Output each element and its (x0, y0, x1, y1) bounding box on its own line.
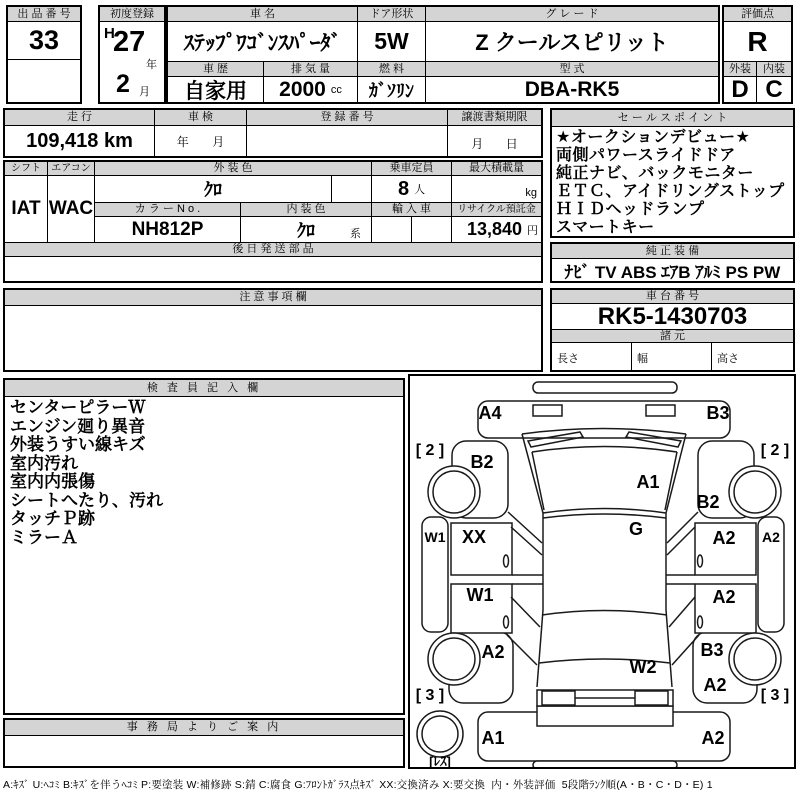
history-label: 車 歴 (168, 62, 264, 77)
interior-color-value (241, 217, 372, 242)
later-parts-label: 後 日 発 送 部 品 (5, 242, 541, 257)
fuel-value: ｶﾞｿﾘﾝ (358, 77, 426, 102)
payload-value: kg (452, 176, 541, 203)
grade-value: Z クールスピリット (426, 22, 718, 62)
displacement-label: 排 気 量 (264, 62, 358, 77)
first-registration-label: 初度登録 (100, 7, 164, 22)
registration-number-label: 登 録 番 号 (247, 110, 448, 126)
transfer-deadline-value (448, 126, 541, 156)
plate-left (542, 691, 575, 705)
exterior-color-value: ｸﾛ (95, 176, 332, 203)
rear-lower-strip (533, 761, 677, 767)
auction-number-value: 33 (8, 22, 80, 60)
exterior-label: 外装 (724, 62, 757, 77)
specs-title: 諸 元 (552, 330, 793, 343)
exterior-color-label: 外 装 色 (95, 162, 372, 176)
interior-grade-value: C (765, 75, 783, 103)
glass-top (532, 447, 677, 453)
interior-color-label: 内 装 色 (241, 203, 372, 217)
later-parts-content (5, 257, 541, 281)
recycle-unit: 円 (527, 224, 538, 237)
grade-label: グ レ ー ド (426, 7, 718, 22)
damage-code-label: A2 (762, 529, 780, 545)
spec-height-label: 高さ (717, 353, 739, 365)
interior-label: 内装 (757, 62, 791, 77)
recycle-fee: 13,840 (466, 219, 522, 239)
registration-number-value (247, 126, 448, 156)
inspector-title: 検 査 員 記 入 欄 (5, 380, 403, 397)
sales-points-box (550, 108, 795, 238)
damage-code-label: G (628, 519, 644, 539)
score-value: R (724, 22, 791, 62)
damage-code-label: A4 (478, 403, 502, 423)
door-shape-label: ドア形状 (358, 7, 426, 22)
inspector-box (3, 378, 405, 715)
recycle-value (452, 217, 541, 242)
damage-code-label: [ 2 ] (415, 442, 445, 459)
first-registration-era: H (104, 25, 115, 42)
damage-code-label: [ 2 ] (760, 442, 790, 459)
transfer-day-suffix: 日 (505, 137, 518, 151)
model-label: 型 式 (426, 62, 718, 77)
mileage-value: 109,418 km (5, 126, 155, 156)
first-registration-box (98, 5, 166, 104)
inspector-note: ミラーＡ (10, 527, 78, 547)
office-title: 事 務 局 よ り ご 案 内 (5, 720, 403, 736)
windshield-bottom (543, 509, 666, 514)
front-bumper-hood (478, 401, 730, 438)
car-name-grade-box (166, 5, 720, 104)
sales-point: 純正ナビ、バックモニター (556, 165, 754, 182)
door-handle (504, 555, 509, 567)
inspector-note: 室内内張傷 (10, 472, 95, 491)
hatch-left (537, 610, 543, 687)
sales-point: ★オークションデビュー★ (556, 129, 751, 146)
model-value: DBA-RK5 (524, 77, 620, 101)
front-upper-strip (533, 382, 677, 393)
shift-value: IAT (5, 176, 48, 242)
door-handle (698, 616, 703, 628)
inspector-note: 室内汚れ (10, 453, 78, 473)
interior-color-suffix: 系 (350, 228, 361, 240)
inspector-notes (5, 399, 403, 711)
damage-code-label: A2 (481, 642, 505, 662)
first-registration-month-suffix: 月 (139, 86, 150, 98)
front-detail-right (646, 405, 675, 416)
front-right-wheel-inner (734, 471, 776, 513)
car-outline (417, 382, 784, 767)
damage-code-label: [ﾚｽ] (429, 754, 451, 767)
damage-code-label: W1 (424, 529, 446, 545)
damage-code-label: A2 (701, 728, 725, 748)
front-detail-left (533, 405, 562, 416)
chassis-title: 車 台 番 号 (552, 290, 793, 304)
sales-point: ＥＴＣ、アイドリングストップ (556, 183, 785, 200)
damage-code-label: A2 (712, 587, 736, 607)
displacement-unit: cc (330, 83, 342, 96)
equipment-box (550, 242, 795, 283)
auction-number-label: 出 品 番 号 (8, 7, 80, 22)
sales-point: 両側パワースライドドア (556, 147, 736, 164)
hatch-right (666, 610, 672, 687)
chassis-box (550, 288, 795, 372)
damage-code-label: B3 (700, 640, 724, 660)
shaken-year-suffix: 年 (176, 134, 189, 149)
rear-right-wheel-inner (734, 638, 776, 680)
first-registration-year-suffix: 年 (146, 59, 157, 71)
damage-code-label: W2 (629, 657, 657, 677)
mileage-row-box (3, 108, 543, 158)
legend-footer: A:ｷｽﾞ U:ﾍｺﾐ B:ｷｽﾞを伴うﾍｺﾐ P:要塗装 W:補修跡 S:錆 C:腐食 G:ﾌﾛﾝﾄｶﾞﾗｽ点ｷｽﾞ XX:交換済み X:要交換 内・外装評価 5段階ﾗﾝｸ順(A・B・C・D・E) 1 (3, 779, 713, 791)
first-registration-year: 27 (113, 26, 146, 58)
inspector-note: エンジン廻り異音 (10, 416, 146, 436)
capacity-label: 乗車定員 (372, 162, 452, 176)
office-content (5, 736, 403, 766)
plate-right (635, 691, 668, 705)
exterior-grade-value: D (724, 77, 757, 102)
color-capacity-box (3, 160, 543, 283)
equipment-title: 純 正 装 備 (552, 244, 793, 259)
spec-length-label: 長さ (552, 343, 632, 370)
auction-number-empty (8, 60, 80, 102)
roof-front-line (543, 514, 666, 518)
notes-title: 注 意 事 項 欄 (5, 290, 541, 306)
shift-label: シフト (5, 162, 48, 176)
damage-code-label: [ 3 ] (760, 687, 790, 704)
notes-content (5, 306, 541, 370)
office-box (3, 718, 405, 768)
sales-point: スマートキー (556, 219, 655, 236)
exterior-color-extra-cell (332, 176, 372, 203)
shaken-month-suffix: 月 (212, 134, 225, 149)
door-gap-lines (512, 575, 695, 584)
notes-box (3, 288, 543, 372)
car-name-value: ｽﾃｯﾌﾟﾜｺﾞﾝｽﾊﾟｰﾀﾞ (168, 22, 358, 62)
capacity-number: 8 (397, 177, 410, 200)
aircon-label: エアコン (48, 162, 95, 176)
first-registration-month: 2 (116, 70, 130, 98)
rear-glass-top (542, 611, 667, 616)
damage-code-label: [ 3 ] (415, 687, 445, 704)
shaken-label: 車 検 (155, 110, 247, 126)
glass-right (665, 452, 677, 510)
glass-roof-lines (507, 429, 699, 688)
capacity-value (372, 176, 452, 203)
inspector-note: センターピラーＷ (10, 398, 146, 417)
spec-width-label: 幅 (632, 343, 712, 370)
damage-code-label: B2 (470, 452, 494, 472)
door-handle (698, 555, 703, 567)
equipment-items: ﾅﾋﾞ TV ABS ｴｱB ｱﾙﾐ PS PW (564, 262, 781, 282)
damage-code-label: A1 (481, 728, 505, 748)
rear-left-wheel-inner (433, 638, 475, 680)
hatch-lower-panel (537, 706, 673, 726)
history-value: 自家用 (168, 77, 264, 102)
aircon-value: WAC (48, 176, 95, 242)
transfer-deadline-label: 譲渡書類期限 (448, 110, 541, 126)
car-name-label: 車 名 (168, 7, 358, 22)
displacement-number: 2000 (279, 77, 326, 101)
car-diagram-box (408, 374, 796, 769)
interior-color-name: ｸﾛ (297, 220, 315, 241)
import-cell-1 (372, 217, 412, 242)
auction-number-box (6, 5, 82, 104)
front-left-wheel-inner (433, 471, 475, 513)
import-cell-2 (412, 217, 452, 242)
chassis-number: RK5-1430703 (552, 304, 793, 330)
score-box (722, 5, 793, 104)
sales-points-title: セ ー ル ス ポ イ ン ト (552, 110, 793, 127)
inspector-note: シートへたり、汚れ (10, 490, 163, 510)
capacity-unit: 人 (414, 184, 426, 196)
damage-code-label: B2 (696, 492, 720, 512)
inspector-note: 外装うすい線キズ (10, 435, 146, 454)
front-fold-lines (508, 512, 698, 555)
import-label: 輸 入 車 (372, 203, 452, 217)
sales-points-list (552, 129, 793, 237)
inspector-note: タッチＰ跡 (10, 509, 95, 528)
transfer-month-suffix: 月 (471, 137, 484, 151)
door-handle (504, 616, 509, 628)
recycle-label: リサイクル預託金 (452, 203, 541, 217)
damage-code-label: XX (461, 527, 487, 547)
damage-code-label: A2 (703, 675, 727, 695)
sales-point: ＨＩＤヘッドランプ (556, 201, 705, 218)
car-diagram-svg (410, 376, 794, 767)
door-shape-value: 5W (358, 22, 426, 62)
score-label: 評価点 (724, 7, 791, 22)
damage-code-label: A1 (636, 472, 660, 492)
color-no-label: カ ラ ー N o . (95, 203, 241, 217)
damage-code-label: A2 (712, 528, 736, 548)
fuel-label: 燃 料 (358, 62, 426, 77)
spare-tire-inner (422, 716, 458, 752)
displacement-value (264, 77, 358, 102)
payload-label: 最大積載量 (452, 162, 541, 176)
color-no-value: NH812P (95, 217, 241, 242)
damage-code-label: B3 (706, 403, 730, 423)
shaken-value (155, 126, 247, 156)
damage-code-label: W1 (466, 585, 494, 605)
mileage-label: 走 行 (5, 110, 155, 126)
